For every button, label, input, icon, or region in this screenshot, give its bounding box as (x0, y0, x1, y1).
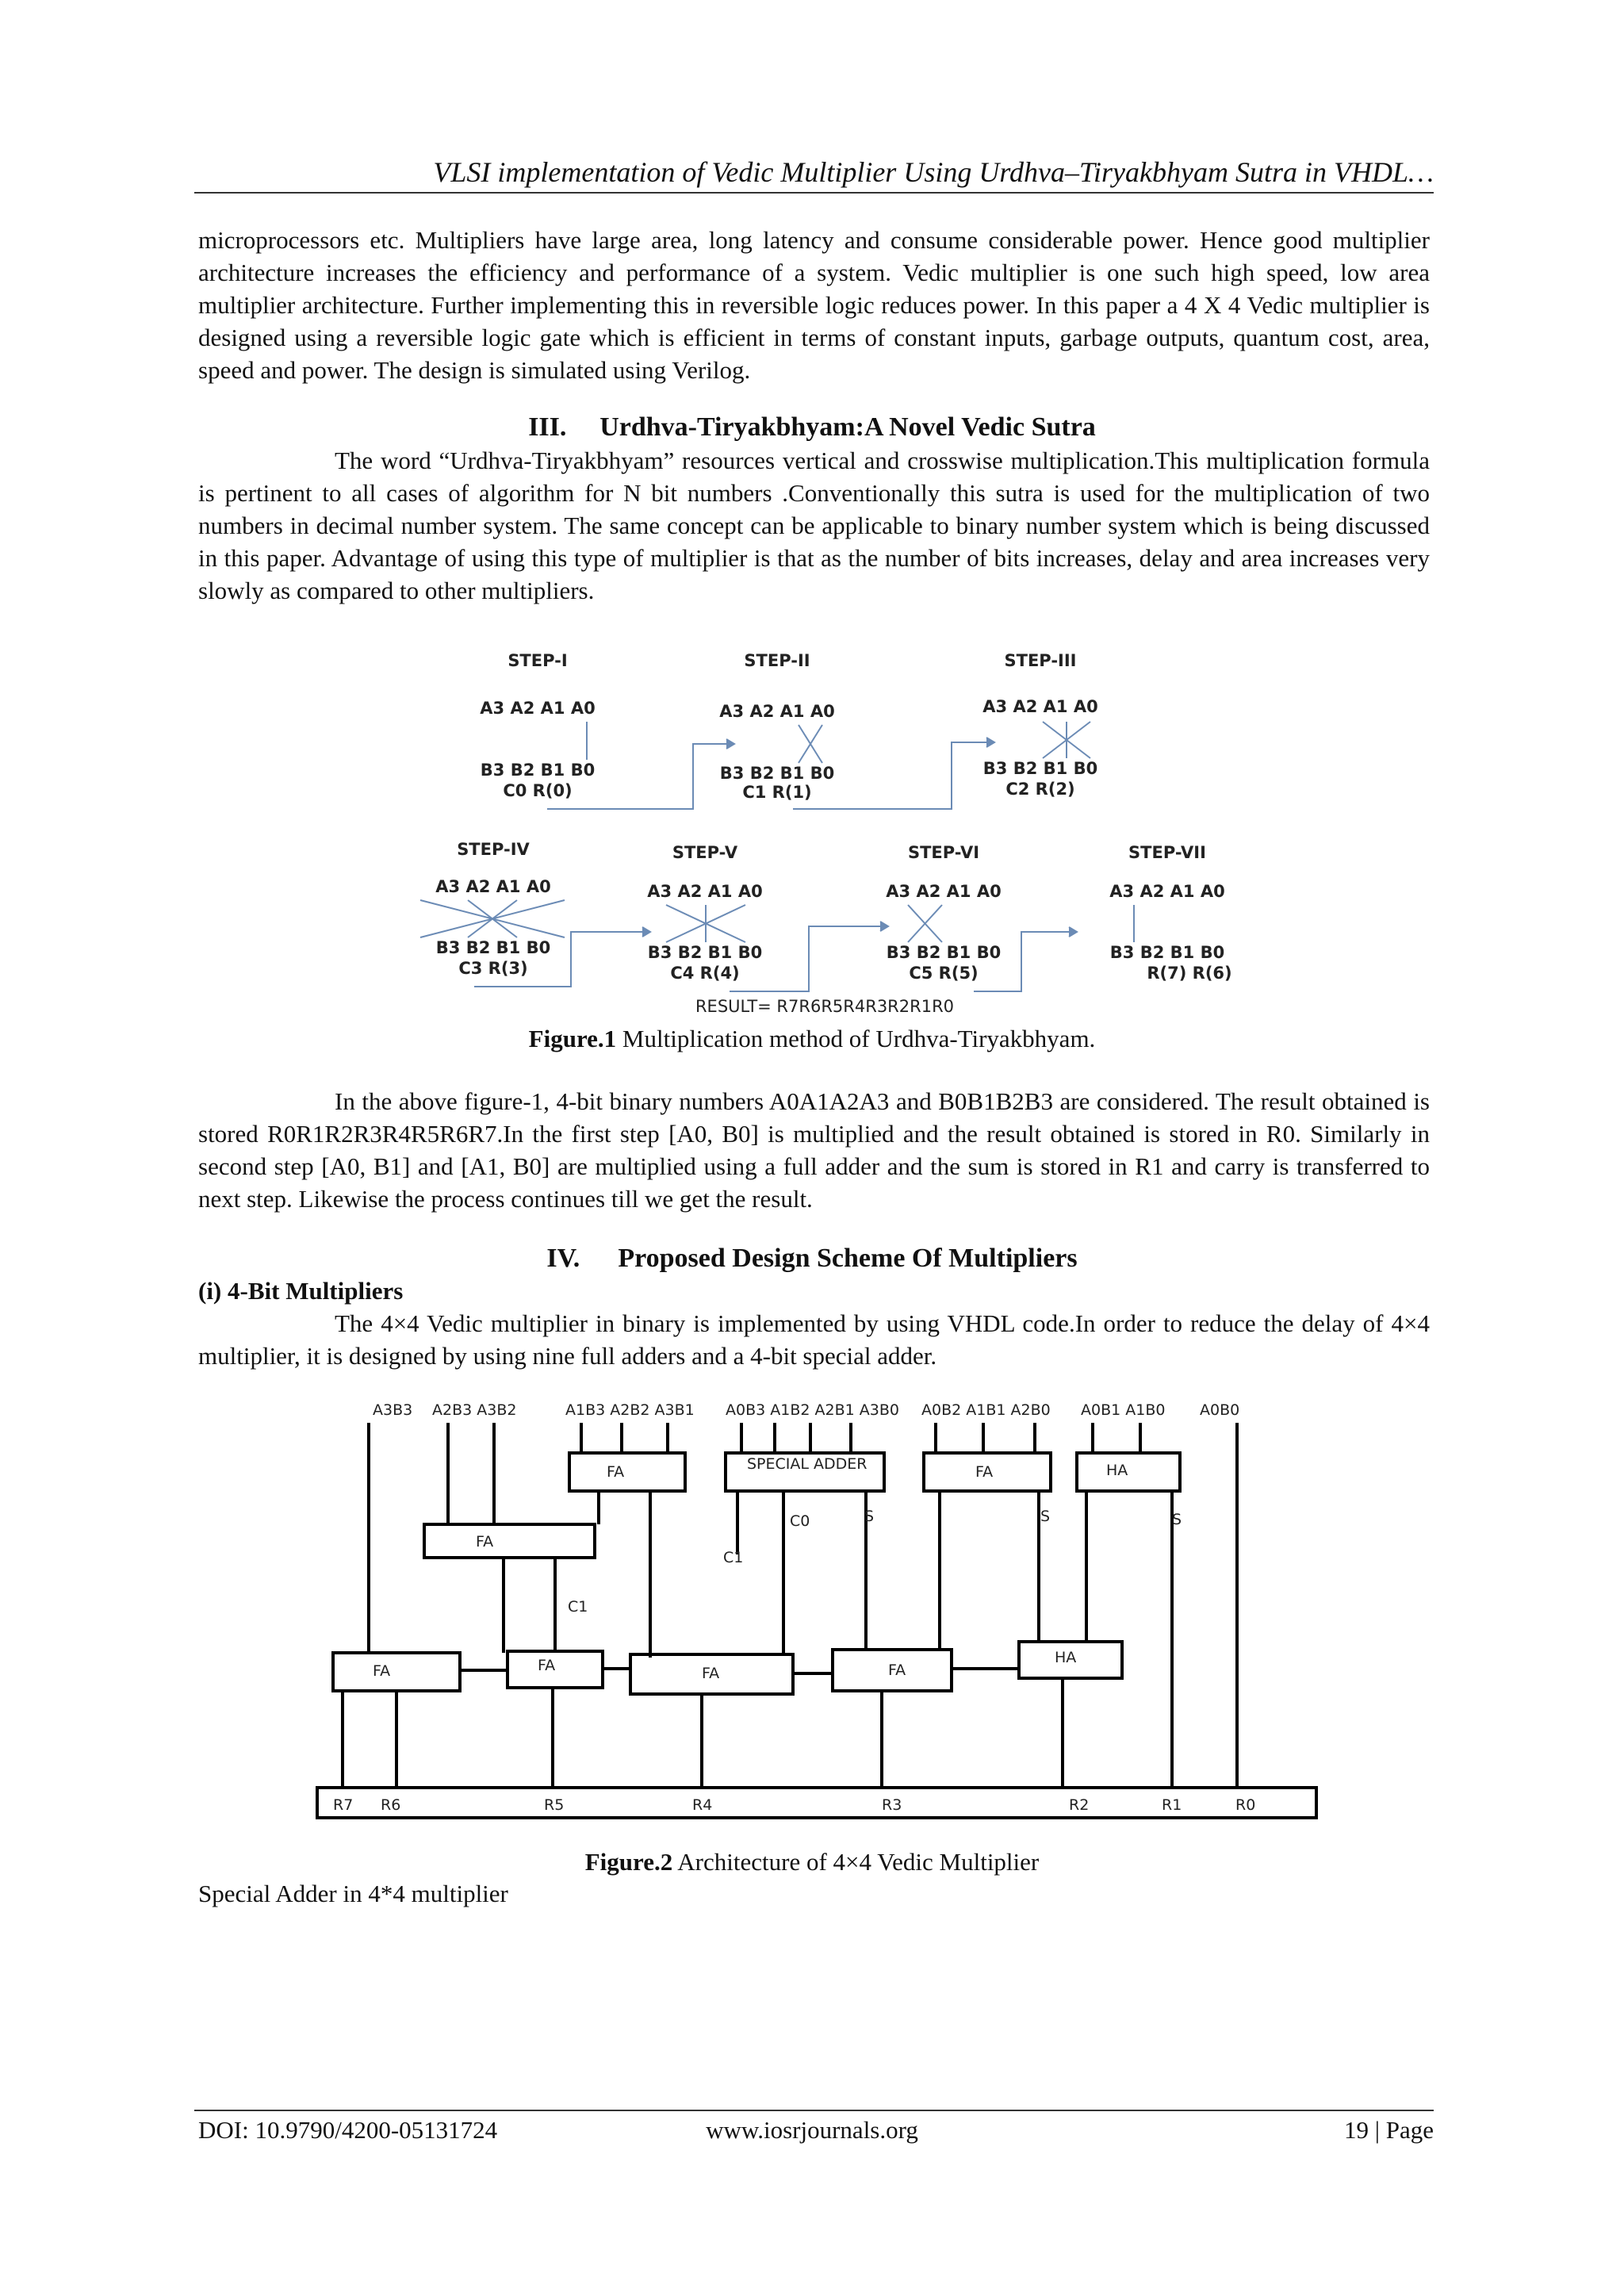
step-7-result: R(7) R(6) (1147, 964, 1232, 983)
signal-c0: C0 (790, 1512, 810, 1530)
b-row: B3 B2 B1 B0 (647, 943, 763, 962)
block-fa: FA (538, 1657, 556, 1674)
block-fa: FA (975, 1463, 994, 1481)
figure-1 (396, 634, 1269, 1023)
a-row: A3 A2 A1 A0 (647, 882, 763, 901)
section-title: Proposed Design Scheme Of Multipliers (618, 1244, 1078, 1273)
a-row: A3 A2 A1 A0 (886, 882, 1002, 901)
b-row: B3 B2 B1 B0 (480, 761, 596, 780)
step-2-result: C1 R(1) (742, 783, 812, 802)
input-label: A0B1 A1B0 (1081, 1401, 1166, 1419)
caption-text: Architecture of 4×4 Vedic Multiplier (672, 1848, 1040, 1876)
b-row: B3 B2 B1 B0 (1109, 943, 1225, 962)
output-r6: R6 (381, 1796, 401, 1814)
trailing-line: Special Adder in 4*4 multiplier (198, 1880, 508, 1907)
signal-c1: C1 (568, 1598, 588, 1616)
step-5-label: STEP-V (672, 843, 738, 862)
step-5-result: C4 R(4) (670, 964, 740, 983)
step-7-label: STEP-VII (1128, 843, 1206, 862)
block-ha: HA (1055, 1649, 1077, 1666)
block-ha: HA (1106, 1462, 1128, 1479)
block-special-adder: SPECIAL ADDER (747, 1455, 868, 1473)
signal-s: S (1040, 1508, 1051, 1525)
section-4-paragraph: The 4×4 Vedic multiplier in binary is implemented by using VHDL code.In order to reduce the delay of 4×4 multiplier, it is designed by using nine full adders and a 4-bit special adder. (198, 1309, 1430, 1370)
input-label: A0B3 A1B2 A2B1 A3B0 (726, 1401, 899, 1419)
output-r2: R2 (1069, 1796, 1090, 1814)
a-row: A3 A2 A1 A0 (982, 697, 1098, 716)
figure-1-caption (0, 1025, 1624, 1053)
a-row: A3 A2 A1 A0 (435, 877, 551, 896)
input-label: A0B2 A1B1 A2B0 (921, 1401, 1051, 1419)
b-row: B3 B2 B1 B0 (886, 943, 1002, 962)
figure-1-explanation: In the above figure-1, 4-bit binary numbers A0A1A2A3 and B0B1B2B3 are considered. The result obtained is stored R0R1R2R3R4R5R6R7.In the first step [A0, B0] is multiplied and the result obtained is stored in R0. Similarly in second step [A0, B1] and [A1, B0] are multiplied using a full adder and the sum is stored in R1 and carry is transferred to next step. Likewise the process continues till we get the result. (198, 1087, 1430, 1213)
section-number: III. (528, 412, 567, 442)
section-4-heading (0, 1244, 1624, 1274)
output-r0: R0 (1235, 1796, 1256, 1814)
running-header: VLSI implementation of Vedic Multiplier Using Urdhva–Tiryakbhyam Sutra in VHDL… (433, 156, 1434, 188)
step-6-result: C5 R(5) (909, 964, 979, 983)
block-fa: FA (702, 1665, 720, 1682)
section-3-heading (0, 412, 1624, 443)
output-r1: R1 (1162, 1796, 1182, 1814)
input-label: A2B3 A3B2 (432, 1401, 517, 1419)
caption-label: Figure.1 (528, 1025, 617, 1052)
output-r7: R7 (333, 1796, 354, 1814)
step-3-result: C2 R(2) (1005, 780, 1075, 799)
footer-rule (194, 2110, 1434, 2111)
section-number: IV. (546, 1244, 580, 1273)
caption-text: Multiplication method of Urdhva-Tiryakbhyam. (616, 1025, 1096, 1052)
step-3-label: STEP-III (1004, 651, 1077, 670)
step-4-label: STEP-IV (457, 840, 530, 859)
header-rule (194, 192, 1434, 194)
block-fa: FA (607, 1463, 625, 1481)
caption-label: Figure.2 (584, 1848, 673, 1876)
section-title: Urdhva-Tiryakbhyam:A Novel Vedic Sutra (599, 412, 1096, 442)
footer-doi: DOI: 10.9790/4200-05131724 (198, 2116, 498, 2144)
section-3-paragraph: The word “Urdhva-Tiryakbhyam” resources vertical and crosswise multiplication.This multiplication formula is pertinent to all cases of algorithm for N bit numbers .Conventionally this sutra is used for the multiplication of two numbers in decimal number system. The same concept can be applicable to binary number system which is being discussed in this paper. Advantage of using this type of multiplier is that as the number of bits increases, delay and area increases very slowly as compared to other multipliers. (198, 447, 1430, 604)
b-row: B3 B2 B1 B0 (435, 938, 551, 957)
footer-url[interactable]: www.iosrjournals.org (706, 2116, 918, 2144)
figure-2-caption (0, 1848, 1624, 1876)
signal-s: S (1172, 1511, 1182, 1528)
step-4-result: C3 R(3) (458, 959, 528, 978)
a-row: A3 A2 A1 A0 (480, 699, 596, 718)
b-row: B3 B2 B1 B0 (719, 764, 835, 783)
step-1-result: C0 R(0) (503, 781, 573, 800)
block-fa: FA (888, 1662, 906, 1679)
subheading-4bit: (i) 4-Bit Multipliers (198, 1277, 404, 1305)
input-label: A1B3 A2B2 A3B1 (565, 1401, 695, 1419)
a-row: A3 A2 A1 A0 (719, 702, 835, 721)
block-fa: FA (476, 1533, 494, 1550)
b-row: B3 B2 B1 B0 (982, 759, 1098, 778)
a-row: A3 A2 A1 A0 (1109, 882, 1225, 901)
output-r3: R3 (882, 1796, 902, 1814)
output-r5: R5 (544, 1796, 565, 1814)
signal-s: S (864, 1508, 875, 1525)
input-label: A0B0 (1200, 1401, 1240, 1419)
input-label: A3B3 (373, 1401, 413, 1419)
figure-2 (309, 1396, 1324, 1824)
step-6-label: STEP-VI (907, 843, 980, 862)
output-r4: R4 (692, 1796, 713, 1814)
step-1-label: STEP-I (508, 651, 568, 670)
block-fa: FA (373, 1662, 391, 1680)
step-2-label: STEP-II (744, 651, 810, 670)
result-line: RESULT= R7R6R5R4R3R2R1R0 (695, 997, 955, 1016)
footer-page-number: 19 | Page (1344, 2116, 1434, 2144)
signal-c1: C1 (723, 1549, 744, 1566)
intro-paragraph: microprocessors etc. Multipliers have large area, long latency and consume considerable power. Hence good multiplier architecture increases the efficiency and performance of a system. Vedic multiplier is one such high speed, low area multiplier architecture. Further implementing this in reversible logic reduces power. In this paper a 4 X 4 Vedic multiplier is designed using a reversible logic gate which is efficient in terms of constant inputs, garbage outputs, quantum cost, area, speed and power. The design is simulated using Verilog. (198, 226, 1430, 384)
